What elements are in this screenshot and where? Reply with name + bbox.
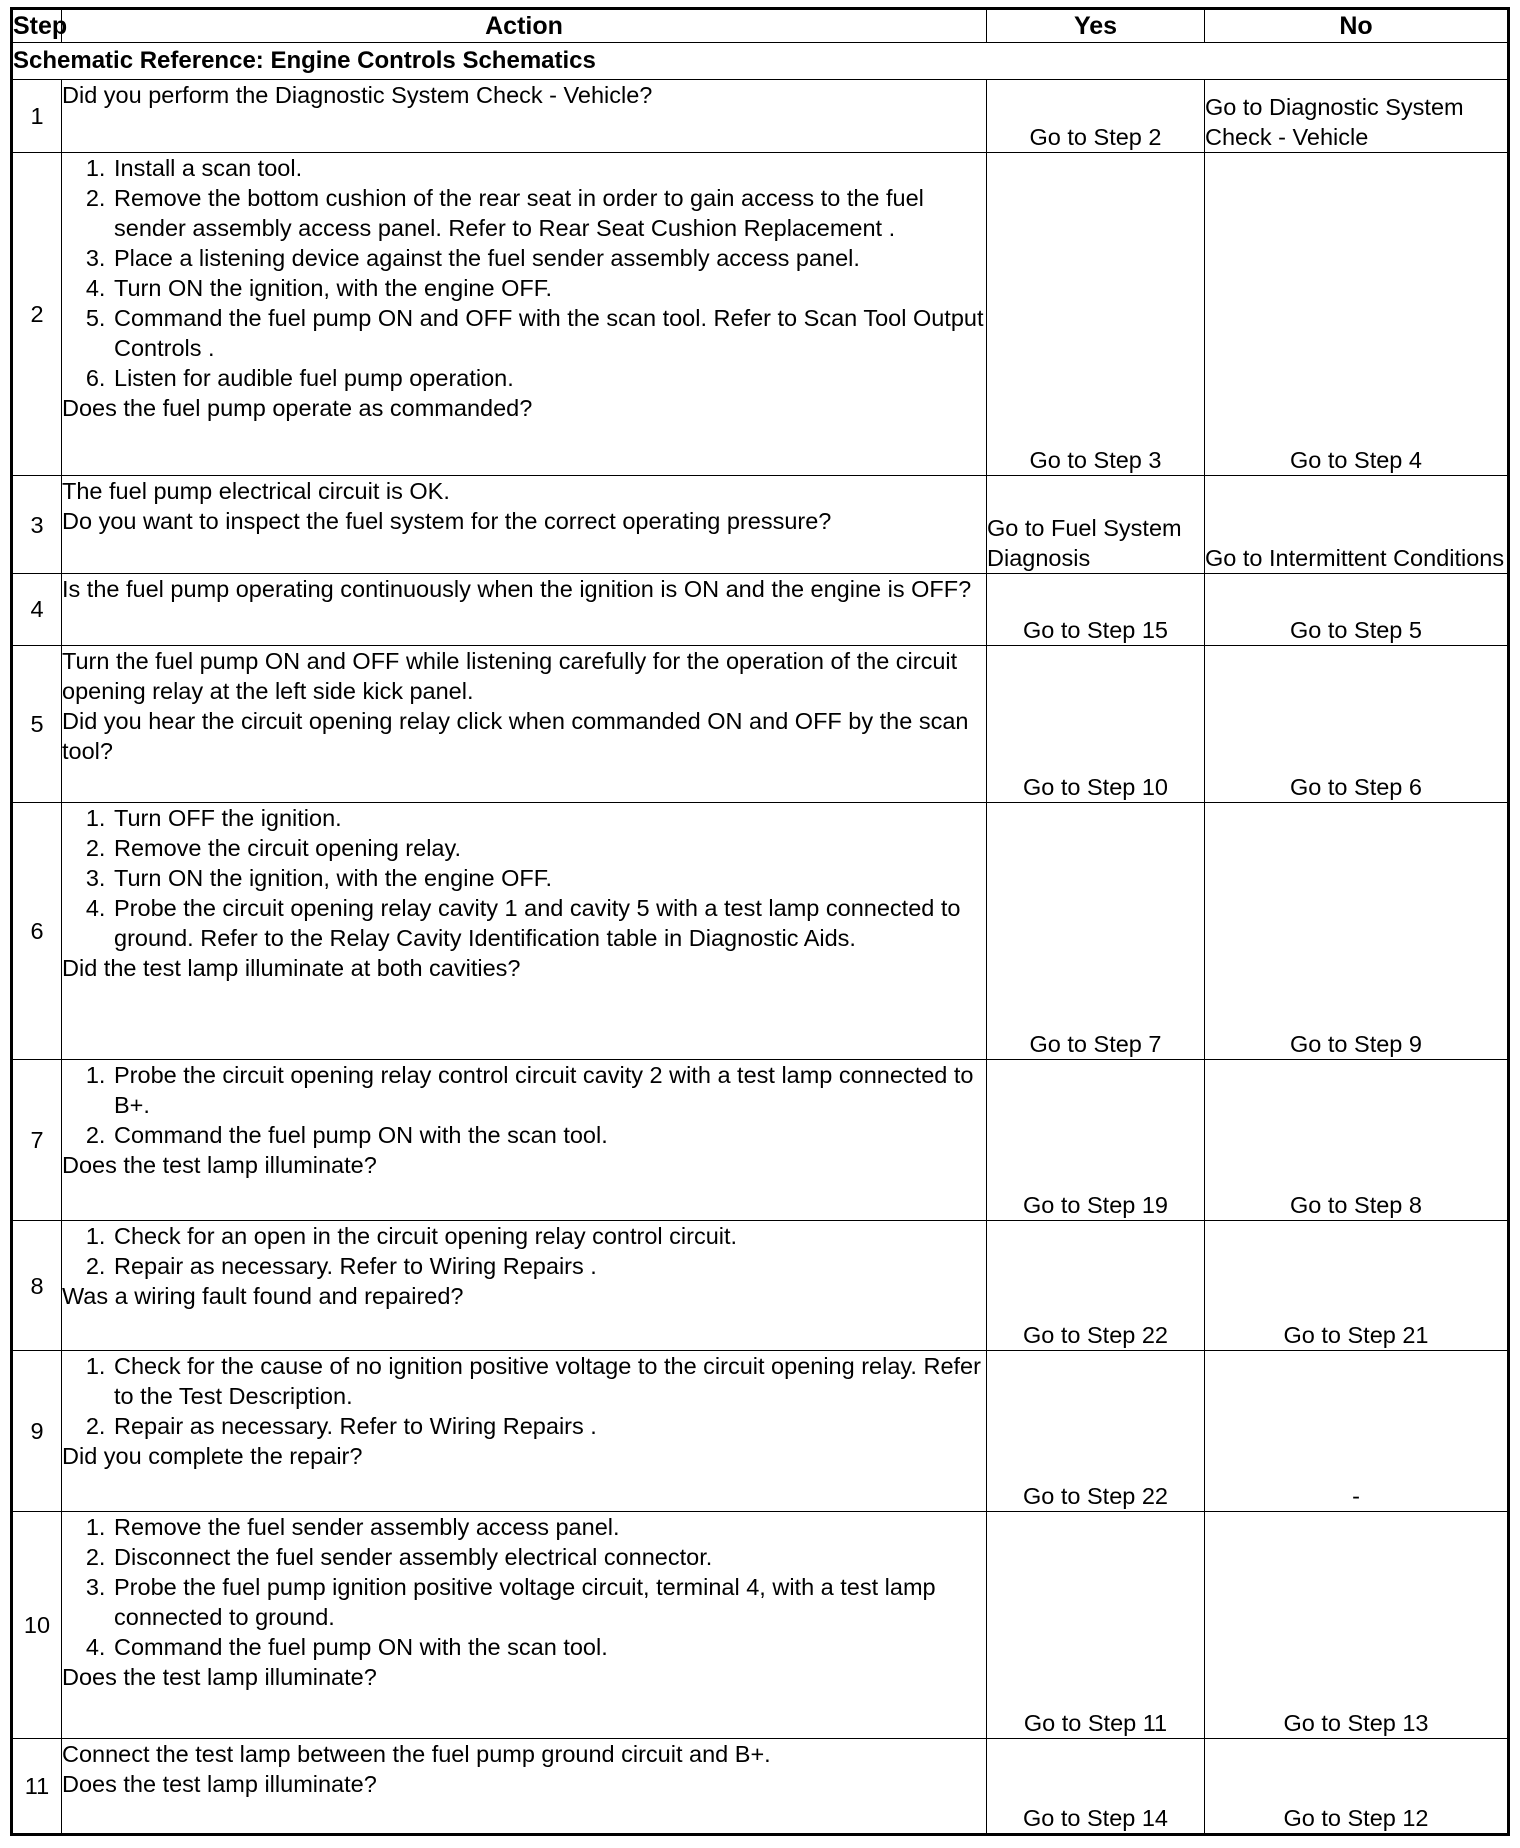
action-question: Does the test lamp illuminate? <box>62 1770 377 1797</box>
list-item: 4. Probe the circuit opening relay cavity 1 and cavity 5 with a test lamp connected to ground. Refer to the Relay Cavity Identification table in Diagnostic Aids. <box>112 893 986 953</box>
action-cell <box>62 80 987 153</box>
no-cell: Go to Step 5 <box>1205 573 1509 645</box>
table-row <box>12 803 1509 1060</box>
header-action: Action <box>62 9 987 43</box>
no-cell: Go to Step 4 <box>1205 153 1509 476</box>
table-row <box>12 1351 1509 1512</box>
no-cell: Go to Step 8 <box>1205 1060 1509 1221</box>
yes-cell: Go to Step 14 <box>987 1738 1205 1834</box>
step-number: 5 <box>12 645 62 803</box>
step-number: 8 <box>12 1220 62 1350</box>
action-cell <box>62 1738 987 1834</box>
action-cell <box>62 1351 987 1512</box>
list-item: 2. Repair as necessary. Refer to Wiring Repairs . <box>112 1411 986 1441</box>
list-item: 3. Place a listening device against the fuel sender assembly access panel. <box>112 243 986 273</box>
action-cell <box>62 153 987 476</box>
table-row <box>12 645 1509 803</box>
table-row <box>12 1738 1509 1834</box>
action-list <box>62 1221 986 1281</box>
list-item: 3. Turn ON the ignition, with the engine OFF. <box>112 863 986 893</box>
action-question: Did the test lamp illuminate at both cavities? <box>62 955 521 982</box>
list-item: 1. Check for the cause of no ignition positive voltage to the circuit opening relay. Refer to the Test Description. <box>112 1351 986 1411</box>
header-no: No <box>1205 9 1509 43</box>
action-question: Does the fuel pump operate as commanded? <box>62 395 533 422</box>
action-list <box>62 1060 986 1150</box>
list-item: 5. Command the fuel pump ON and OFF with the scan tool. Refer to Scan Tool Output Controls . <box>112 303 986 363</box>
step-number: 10 <box>12 1511 62 1738</box>
yes-cell: Go to Step 22 <box>987 1351 1205 1512</box>
action-text: Connect the test lamp between the fuel pump ground circuit and B+. <box>62 1740 771 1767</box>
list-item: 1. Remove the fuel sender assembly access panel. <box>112 1512 986 1542</box>
schematic-row <box>12 43 1509 80</box>
list-item: 2. Remove the bottom cushion of the rear seat in order to gain access to the fuel sender assembly access panel. Refer to Rear Seat Cushion Replacement . <box>112 183 986 243</box>
list-item: 2. Command the fuel pump ON with the scan tool. <box>112 1120 986 1150</box>
yes-cell: Go to Step 11 <box>987 1511 1205 1738</box>
no-cell: Go to Step 6 <box>1205 645 1509 803</box>
table-row <box>12 153 1509 476</box>
table-row <box>12 1511 1509 1738</box>
header-step: Step <box>12 9 62 43</box>
action-list <box>62 803 986 953</box>
no-cell: Go to Step 9 <box>1205 803 1509 1060</box>
no-cell: Go to Step 12 <box>1205 1738 1509 1834</box>
list-item: 3. Probe the fuel pump ignition positive voltage circuit, terminal 4, with a test lamp connected to ground. <box>112 1572 986 1632</box>
action-question: Does the test lamp illuminate? <box>62 1152 377 1179</box>
action-question: Did you hear the circuit opening relay click when commanded ON and OFF by the scan tool? <box>62 707 969 764</box>
no-cell: Go to Diagnostic System Check - Vehicle <box>1205 80 1509 153</box>
table-row <box>12 476 1509 573</box>
action-question: Does the test lamp illuminate? <box>62 1663 377 1690</box>
action-text: Is the fuel pump operating continuously when the ignition is ON and the engine is OFF? <box>62 575 972 602</box>
list-item: 1. Install a scan tool. <box>112 153 986 183</box>
yes-cell: Go to Step 22 <box>987 1220 1205 1350</box>
list-item: 4. Turn ON the ignition, with the engine OFF. <box>112 273 986 303</box>
action-cell <box>62 476 987 573</box>
list-item: 4. Command the fuel pump ON with the scan tool. <box>112 1632 986 1662</box>
yes-cell: Go to Step 15 <box>987 573 1205 645</box>
yes-cell: Go to Step 3 <box>987 153 1205 476</box>
header-row <box>12 9 1509 43</box>
diagnostic-table <box>10 7 1510 1836</box>
action-list <box>62 1512 986 1662</box>
action-cell <box>62 1220 987 1350</box>
action-cell <box>62 1511 987 1738</box>
list-item: 6. Listen for audible fuel pump operation. <box>112 363 986 393</box>
list-item: 1. Check for an open in the circuit opening relay control circuit. <box>112 1221 986 1251</box>
step-number: 3 <box>12 476 62 573</box>
list-item: 2. Repair as necessary. Refer to Wiring Repairs . <box>112 1251 986 1281</box>
yes-cell: Go to Step 2 <box>987 80 1205 153</box>
action-text: Turn the fuel pump ON and OFF while listening carefully for the operation of the circuit opening relay at the left side kick panel. <box>62 647 958 704</box>
yes-cell: Go to Step 10 <box>987 645 1205 803</box>
list-item: 1. Probe the circuit opening relay control circuit cavity 2 with a test lamp connected to B+. <box>112 1060 986 1120</box>
list-item: 2. Remove the circuit opening relay. <box>112 833 986 863</box>
no-cell: - <box>1205 1351 1509 1512</box>
step-number: 4 <box>12 573 62 645</box>
step-number: 1 <box>12 80 62 153</box>
no-cell: Go to Step 13 <box>1205 1511 1509 1738</box>
step-number: 11 <box>12 1738 62 1834</box>
no-cell: Go to Step 21 <box>1205 1220 1509 1350</box>
action-question: Did you complete the repair? <box>62 1443 363 1470</box>
table-row <box>12 80 1509 153</box>
list-item: 1. Turn OFF the ignition. <box>112 803 986 833</box>
table-row <box>12 1060 1509 1221</box>
yes-cell: Go to Fuel System Diagnosis <box>987 476 1205 573</box>
action-cell <box>62 1060 987 1221</box>
header-yes: Yes <box>987 9 1205 43</box>
step-number: 2 <box>12 153 62 476</box>
table-row <box>12 1220 1509 1350</box>
action-list <box>62 153 986 393</box>
action-text: Did you perform the Diagnostic System Check - Vehicle? <box>62 82 653 109</box>
action-cell <box>62 573 987 645</box>
action-cell <box>62 803 987 1060</box>
action-question: Do you want to inspect the fuel system for the correct operating pressure? <box>62 508 832 535</box>
action-question: Was a wiring fault found and repaired? <box>62 1282 464 1309</box>
action-text: The fuel pump electrical circuit is OK. <box>62 478 450 505</box>
yes-cell: Go to Step 7 <box>987 803 1205 1060</box>
action-cell <box>62 645 987 803</box>
no-cell: Go to Intermittent Conditions <box>1205 476 1509 573</box>
table-row <box>12 573 1509 645</box>
step-number: 7 <box>12 1060 62 1221</box>
step-number: 6 <box>12 803 62 1060</box>
step-number: 9 <box>12 1351 62 1512</box>
list-item: 2. Disconnect the fuel sender assembly electrical connector. <box>112 1542 986 1572</box>
action-list <box>62 1351 986 1441</box>
schematic-reference: Schematic Reference: Engine Controls Schematics <box>12 43 1509 80</box>
yes-cell: Go to Step 19 <box>987 1060 1205 1221</box>
